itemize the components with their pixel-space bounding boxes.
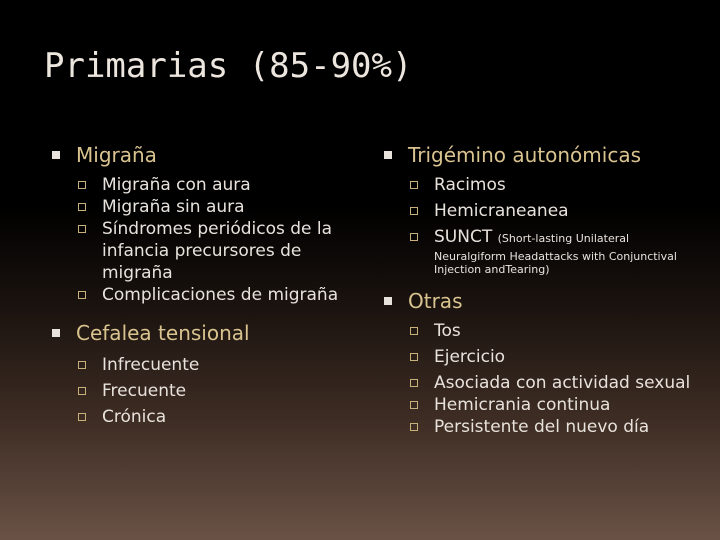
list-item bbox=[406, 200, 710, 222]
heading-text: Migraña bbox=[76, 143, 157, 167]
hollow-square-icon bbox=[78, 361, 86, 369]
list-item bbox=[406, 394, 710, 416]
list-item-text: Complicaciones de migraña bbox=[102, 285, 339, 305]
heading-migrana bbox=[48, 142, 358, 168]
list-item bbox=[406, 372, 710, 394]
list-item-text: Asociada con actividad sexual bbox=[434, 373, 691, 393]
item-list bbox=[380, 174, 710, 276]
hollow-square-icon bbox=[410, 327, 418, 335]
hollow-square-icon bbox=[410, 401, 418, 409]
sunct-label: SUNCT bbox=[434, 227, 493, 247]
item-list bbox=[48, 174, 358, 306]
hollow-square-icon bbox=[410, 233, 418, 241]
list-item-text: Tos bbox=[434, 321, 461, 341]
list-item bbox=[406, 320, 710, 342]
right-column bbox=[380, 140, 710, 450]
hollow-square-icon bbox=[410, 181, 418, 189]
left-column bbox=[48, 140, 358, 440]
group-trigemino bbox=[380, 142, 710, 276]
list-item bbox=[74, 354, 358, 376]
hollow-square-icon bbox=[78, 291, 86, 299]
sunct-note: (Short-lasting Unilateral bbox=[497, 232, 630, 245]
list-item bbox=[406, 346, 710, 368]
heading-text: Otras bbox=[408, 289, 463, 313]
list-item bbox=[74, 196, 358, 218]
filled-square-icon bbox=[384, 297, 392, 305]
filled-square-icon bbox=[384, 151, 392, 159]
list-item-text: Síndromes periódicos de la infancia precursores de migraña bbox=[102, 219, 333, 283]
hollow-square-icon bbox=[78, 203, 86, 211]
heading-trigemino-autonomicas bbox=[380, 142, 710, 168]
list-item bbox=[406, 416, 710, 438]
heading-text: Trigémino autonómicas bbox=[408, 143, 641, 167]
list-item bbox=[74, 284, 358, 306]
hollow-square-icon bbox=[78, 181, 86, 189]
heading-otras bbox=[380, 288, 710, 314]
list-item-text: Hemicraneanea bbox=[434, 201, 569, 221]
list-item-text: Migraña con aura bbox=[102, 175, 251, 195]
list-item-text: Infrecuente bbox=[102, 355, 200, 375]
list-item-text: Racimos bbox=[434, 175, 506, 195]
hollow-square-icon bbox=[410, 353, 418, 361]
hollow-square-icon bbox=[78, 387, 86, 395]
heading-text: Cefalea tensional bbox=[76, 321, 250, 345]
group-migrana bbox=[48, 142, 358, 306]
list-item-text: Frecuente bbox=[102, 381, 187, 401]
group-otras bbox=[380, 288, 710, 438]
group-cefalea bbox=[48, 320, 358, 428]
list-item bbox=[74, 380, 358, 402]
hollow-square-icon bbox=[78, 413, 86, 421]
filled-square-icon bbox=[52, 329, 60, 337]
list-item bbox=[74, 174, 358, 196]
hollow-square-icon bbox=[78, 225, 86, 233]
item-list bbox=[48, 354, 358, 428]
hollow-square-icon bbox=[410, 207, 418, 215]
list-item bbox=[406, 174, 710, 196]
hollow-square-icon bbox=[410, 423, 418, 431]
sunct-note-continued: Neuralgiform Headattacks with Conjunctival Injection andTearing) bbox=[434, 250, 677, 276]
list-item bbox=[74, 406, 358, 428]
list-item-text: Migraña sin aura bbox=[102, 197, 245, 217]
heading-cefalea-tensional bbox=[48, 320, 358, 346]
list-item-text: Crónica bbox=[102, 407, 167, 427]
item-list bbox=[380, 320, 710, 438]
list-item-sunct bbox=[406, 226, 710, 276]
hollow-square-icon bbox=[410, 379, 418, 387]
list-item-text: Ejercicio bbox=[434, 347, 506, 367]
list-item-text: Persistente del nuevo día bbox=[434, 417, 650, 437]
list-item bbox=[74, 218, 358, 284]
filled-square-icon bbox=[52, 151, 60, 159]
list-item-text: Hemicrania continua bbox=[434, 395, 611, 415]
slide-title: Primarias (85-90%) bbox=[44, 46, 413, 86]
